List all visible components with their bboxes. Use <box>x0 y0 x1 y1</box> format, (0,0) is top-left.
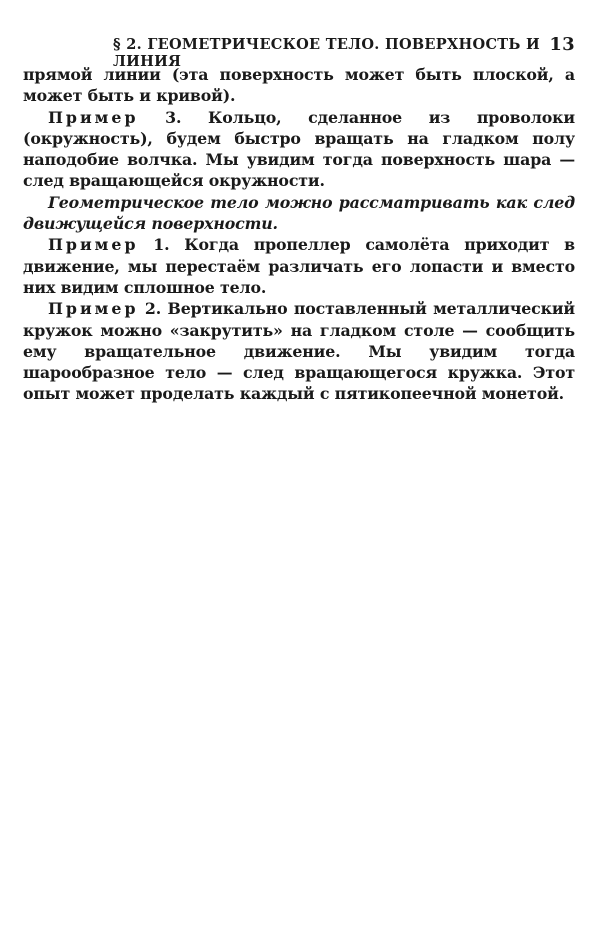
paragraph-text: прямой линии (эта поверхность может быть плоской, а может быть и кривой). <box>23 65 575 106</box>
paragraph-continuation <box>23 64 575 107</box>
paragraph-definition <box>23 192 575 235</box>
running-head <box>23 34 575 70</box>
section-title: § 2. ГЕОМЕТРИЧЕСКОЕ ТЕЛО. ПОВЕРХНОСТЬ И ЛИНИЯ <box>113 36 541 70</box>
paragraph-example-1 <box>23 234 575 298</box>
paragraph-example-3 <box>23 107 575 192</box>
paragraph-text: 3. Кольцо, сделанное из проволоки (окружность), будем быстро вращать на гладком полу наподобие волчка. Мы увидим тогда поверхность шара — след вращающейся окружности. <box>23 107 575 191</box>
example-label: Пример <box>48 107 139 127</box>
example-label: Пример <box>48 299 139 319</box>
page <box>23 36 575 405</box>
page-number: 13 <box>549 34 575 55</box>
paragraph-text: 2. Вертикально поставленный металлический кружок можно «закрутить» на гладком столе — сообщить ему вращательное движение. Мы увидим тогда шарообразное тело — след вращающегося кружка. Этот опыт может проделать каждый с пятикопеечной монетой. <box>23 299 575 404</box>
definition-text: Геометрическое тело можно рассматривать как след движущейся поверхности. <box>23 192 575 234</box>
paragraph-example-2 <box>23 298 575 404</box>
example-label: Пример <box>48 235 139 255</box>
paragraph-text: 1. Когда пропеллер самолёта приходит в движение, мы перестаём различать его лопасти и вместо них видим сплошное тело. <box>23 235 575 297</box>
